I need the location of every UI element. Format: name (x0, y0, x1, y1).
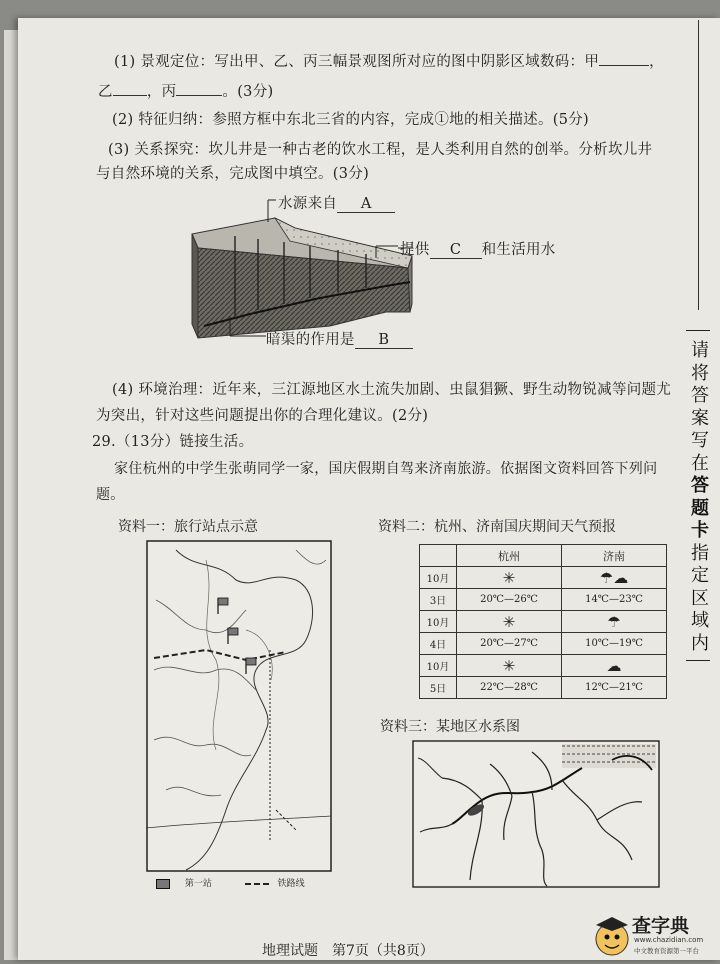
station-flag-legend-icon (156, 879, 170, 889)
res1-title: 资料一：旅行站点示意 (118, 519, 258, 535)
res1-legend: 第一站 铁路线 (156, 876, 305, 889)
side-note-top-rule (686, 330, 710, 331)
sunny-icon: ✳ (457, 655, 562, 677)
label-c: 提供 C 和生活用水 (400, 242, 556, 258)
blank-b: B (355, 332, 413, 349)
sunny-icon: ✳ (457, 611, 562, 633)
label-b: 暗渠的作用是 B (266, 328, 413, 349)
rain-icon: ☂ (562, 611, 667, 633)
site-logo (594, 905, 720, 960)
q3-line2: 与自然环境的关系，完成图中填空。(3分) (96, 166, 370, 182)
river-system-map (412, 740, 662, 890)
label-a: 水源来自 A (278, 192, 395, 213)
side-note-bottom-rule (686, 660, 710, 661)
page-footer: 地理试题 第7页（共8页） (262, 943, 434, 959)
q29-intro-line2: 题。 (96, 487, 125, 503)
q29-title: 29.（13分）链接生活。 (92, 434, 254, 450)
weather-table: 杭州 济南 10月 ✳ ☂☁ 3日 20℃—26℃ 14℃—23℃ 10月 ✳ ☂ 4日 20℃—27℃ 10℃—19℃ 10月 ✳ ☁ 5日 22℃—28℃ 12℃—21℃ (419, 544, 667, 699)
blank-c: C (430, 242, 482, 259)
q4-line1: (4) 环境治理：近年来，三江源地区水土流失加剧、虫鼠猖獗、野生动物锐减等问题尤 (112, 382, 672, 398)
binding-line (698, 20, 699, 310)
q29-intro-line1: 家住杭州的中学生张萌同学一家，国庆假期自驾来济南旅游。依据图文资料回答下列问 (114, 461, 658, 477)
thunder-rain-icon: ☂☁ (562, 567, 667, 589)
q3-line1: (3) 关系探究：坎儿井是一种古老的饮水工程，是人类利用自然的创举。分析坎儿井 (108, 142, 653, 158)
q1-line2: 乙 ，丙 。(3分) (98, 80, 273, 101)
logo-tagline: 中文教育资源第一平台 (634, 947, 699, 955)
logo-url: www.chazidian.com (634, 936, 704, 944)
side-note: 请 将 答 案 写 在 答 题 卡 指 定 区 域 内 (691, 340, 709, 654)
railway-legend-icon (245, 883, 269, 885)
res3-title: 资料三：某地区水系图 (380, 719, 520, 735)
blank-a: A (337, 196, 395, 213)
res2-title: 资料二：杭州、济南国庆期间天气预报 (378, 519, 616, 535)
q4-line2: 为突出，针对这些问题提出你的合理化建议。(2分) (96, 408, 429, 424)
weather-table-wrap (419, 544, 667, 699)
col-jinan: 济南 (562, 545, 667, 567)
col-hangzhou: 杭州 (457, 545, 562, 567)
logo-name: 查字典 (632, 915, 690, 937)
q1-line1: (1) 景观定位：写出甲、乙、丙三幅景观图所对应的图中阴影区域数码：甲 ， (114, 50, 664, 71)
travel-map (146, 540, 342, 874)
cloudy-icon: ☁ (562, 655, 667, 677)
sunny-icon: ✳ (457, 567, 562, 589)
q2-text: (2) 特征归纳：参照方框中东北三省的内容，完成①地的相关描述。(5分) (112, 112, 589, 128)
